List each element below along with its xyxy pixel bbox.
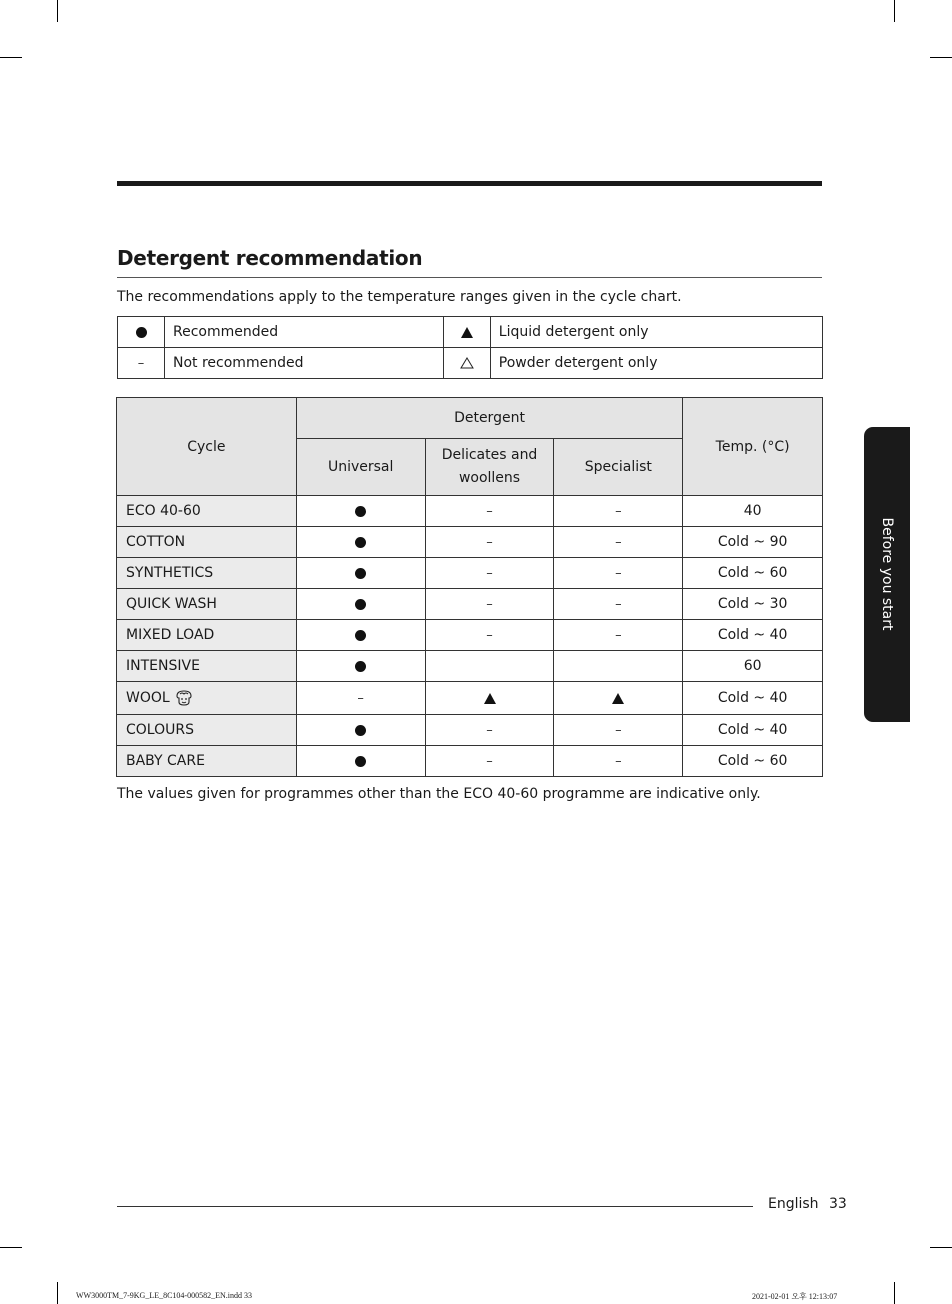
cell-cycle — [117, 651, 297, 682]
page-number: 33 — [829, 1196, 847, 1212]
filled-circle-icon — [136, 327, 147, 338]
cell-universal — [296, 496, 425, 527]
dash-symbol: – — [615, 504, 622, 519]
table-row — [117, 715, 823, 746]
cell-cycle — [117, 589, 297, 620]
dash-symbol: – — [137, 356, 145, 371]
title-divider — [117, 277, 822, 278]
cell-specialist — [554, 715, 683, 746]
cell-cycle — [117, 496, 297, 527]
cell-temp: Cold ~ 30 — [683, 589, 823, 620]
dash-symbol: – — [486, 535, 493, 550]
cell-universal — [296, 589, 425, 620]
cell-cycle — [117, 527, 297, 558]
cell-temp: Cold ~ 40 — [683, 682, 823, 715]
top-rule — [117, 181, 822, 186]
cell-universal — [296, 558, 425, 589]
legend-label: Liquid detergent only — [490, 317, 822, 348]
table-row — [117, 651, 823, 682]
crop-mark — [57, 1282, 58, 1304]
dash-symbol: – — [486, 597, 493, 612]
legend-label: Powder detergent only — [490, 348, 822, 379]
cell-delicates — [425, 746, 554, 777]
crop-mark — [930, 57, 952, 58]
table-row — [117, 558, 823, 589]
dash-symbol: – — [615, 566, 622, 581]
crop-mark — [57, 0, 58, 22]
dash-symbol: – — [486, 504, 493, 519]
table-row — [117, 620, 823, 651]
cell-universal — [296, 651, 425, 682]
header-temp: Temp. (°C) — [683, 398, 823, 496]
legend-row — [118, 348, 823, 379]
dash-symbol: – — [357, 691, 364, 706]
header-cycle: Cycle — [117, 398, 297, 496]
crop-mark — [894, 1282, 895, 1304]
cell-delicates — [425, 527, 554, 558]
dash-symbol: – — [615, 723, 622, 738]
table-row — [117, 746, 823, 777]
cycle-label: COTTON — [126, 534, 186, 550]
cell-delicates — [425, 682, 554, 715]
cell-cycle — [117, 715, 297, 746]
cell-specialist — [554, 527, 683, 558]
legend-symbol — [118, 348, 165, 379]
filled-circle-icon — [355, 537, 366, 548]
filled-circle-icon — [355, 725, 366, 736]
filled-circle-icon — [355, 630, 366, 641]
footer-rule — [117, 1206, 753, 1207]
footnote: The values given for programmes other than the ECO 40-60 programme are indicative only. — [117, 786, 761, 802]
dash-symbol: – — [486, 566, 493, 581]
cell-universal — [296, 746, 425, 777]
dash-symbol: – — [615, 754, 622, 769]
filled-circle-icon — [355, 661, 366, 672]
cell-cycle — [117, 682, 297, 715]
cycle-label: ECO 40-60 — [126, 503, 201, 519]
wool-mark-icon — [174, 689, 194, 707]
cell-temp: Cold ~ 40 — [683, 620, 823, 651]
cell-cycle — [117, 620, 297, 651]
cell-temp: Cold ~ 60 — [683, 558, 823, 589]
cell-temp: 60 — [683, 651, 823, 682]
intro-text: The recommendations apply to the temperature ranges given in the cycle chart. — [117, 289, 682, 305]
filled-circle-icon — [355, 506, 366, 517]
legend-label: Recommended — [165, 317, 444, 348]
cell-universal — [296, 620, 425, 651]
table-row — [117, 527, 823, 558]
crop-mark — [930, 1247, 952, 1248]
cell-universal — [296, 682, 425, 715]
crop-mark — [0, 57, 22, 58]
filled-triangle-icon — [484, 693, 496, 704]
filled-circle-icon — [355, 599, 366, 610]
filled-circle-icon — [355, 756, 366, 767]
cell-specialist — [554, 651, 683, 682]
filled-triangle-icon — [461, 327, 473, 338]
cell-specialist — [554, 589, 683, 620]
cell-delicates — [425, 496, 554, 527]
filled-circle-icon — [355, 568, 366, 579]
table-row — [117, 496, 823, 527]
legend-row — [118, 317, 823, 348]
print-slug-date: 2021-02-01 오후 12:13:07 — [752, 1292, 838, 1301]
header-specialist: Specialist — [554, 439, 683, 496]
cell-delicates — [425, 715, 554, 746]
page-title: Detergent recommendation — [117, 246, 423, 270]
crop-mark — [894, 0, 895, 22]
cell-delicates — [425, 558, 554, 589]
filled-triangle-icon — [612, 693, 624, 704]
cycle-label: COLOURS — [126, 722, 194, 738]
cycle-label: BABY CARE — [126, 753, 205, 769]
cell-delicates — [425, 651, 554, 682]
cell-universal — [296, 715, 425, 746]
legend-label: Not recommended — [165, 348, 444, 379]
detergent-table — [116, 397, 823, 777]
footer-language: English — [768, 1196, 819, 1212]
dash-symbol: – — [486, 754, 493, 769]
cycle-label: SYNTHETICS — [126, 565, 214, 581]
cell-delicates — [425, 589, 554, 620]
cell-cycle — [117, 746, 297, 777]
cell-cycle — [117, 558, 297, 589]
dash-symbol: – — [486, 628, 493, 643]
cell-delicates — [425, 620, 554, 651]
dash-symbol: – — [486, 723, 493, 738]
dash-symbol: – — [615, 597, 622, 612]
header-delicates: Delicates and woollens — [425, 439, 554, 496]
legend-symbol — [118, 317, 165, 348]
cell-temp: Cold ~ 60 — [683, 746, 823, 777]
dash-symbol: – — [615, 628, 622, 643]
cycle-label: QUICK WASH — [126, 596, 217, 612]
side-tab-label: Before you start — [879, 517, 895, 631]
cell-specialist — [554, 746, 683, 777]
cycle-label: MIXED LOAD — [126, 627, 215, 643]
crop-mark — [0, 1247, 22, 1248]
dash-symbol: – — [615, 535, 622, 550]
cell-specialist — [554, 496, 683, 527]
table-row — [117, 589, 823, 620]
cell-specialist — [554, 682, 683, 715]
legend-symbol — [443, 317, 490, 348]
header-detergent: Detergent — [296, 398, 682, 439]
section-side-tab — [864, 427, 910, 722]
cycle-label: INTENSIVE — [126, 658, 200, 674]
cell-temp: 40 — [683, 496, 823, 527]
cell-universal — [296, 527, 425, 558]
table-row — [117, 682, 823, 715]
legend-table — [117, 316, 823, 379]
cell-temp: Cold ~ 90 — [683, 527, 823, 558]
cell-specialist — [554, 620, 683, 651]
legend-symbol — [443, 348, 490, 379]
cell-temp: Cold ~ 40 — [683, 715, 823, 746]
print-slug-file: WW3000TM_7-9KG_LE_8C104-000582_EN.indd 33 — [76, 1291, 252, 1300]
header-universal: Universal — [296, 439, 425, 496]
cycle-label: WOOL — [126, 690, 170, 706]
cell-specialist — [554, 558, 683, 589]
outline-triangle-icon — [460, 357, 474, 369]
